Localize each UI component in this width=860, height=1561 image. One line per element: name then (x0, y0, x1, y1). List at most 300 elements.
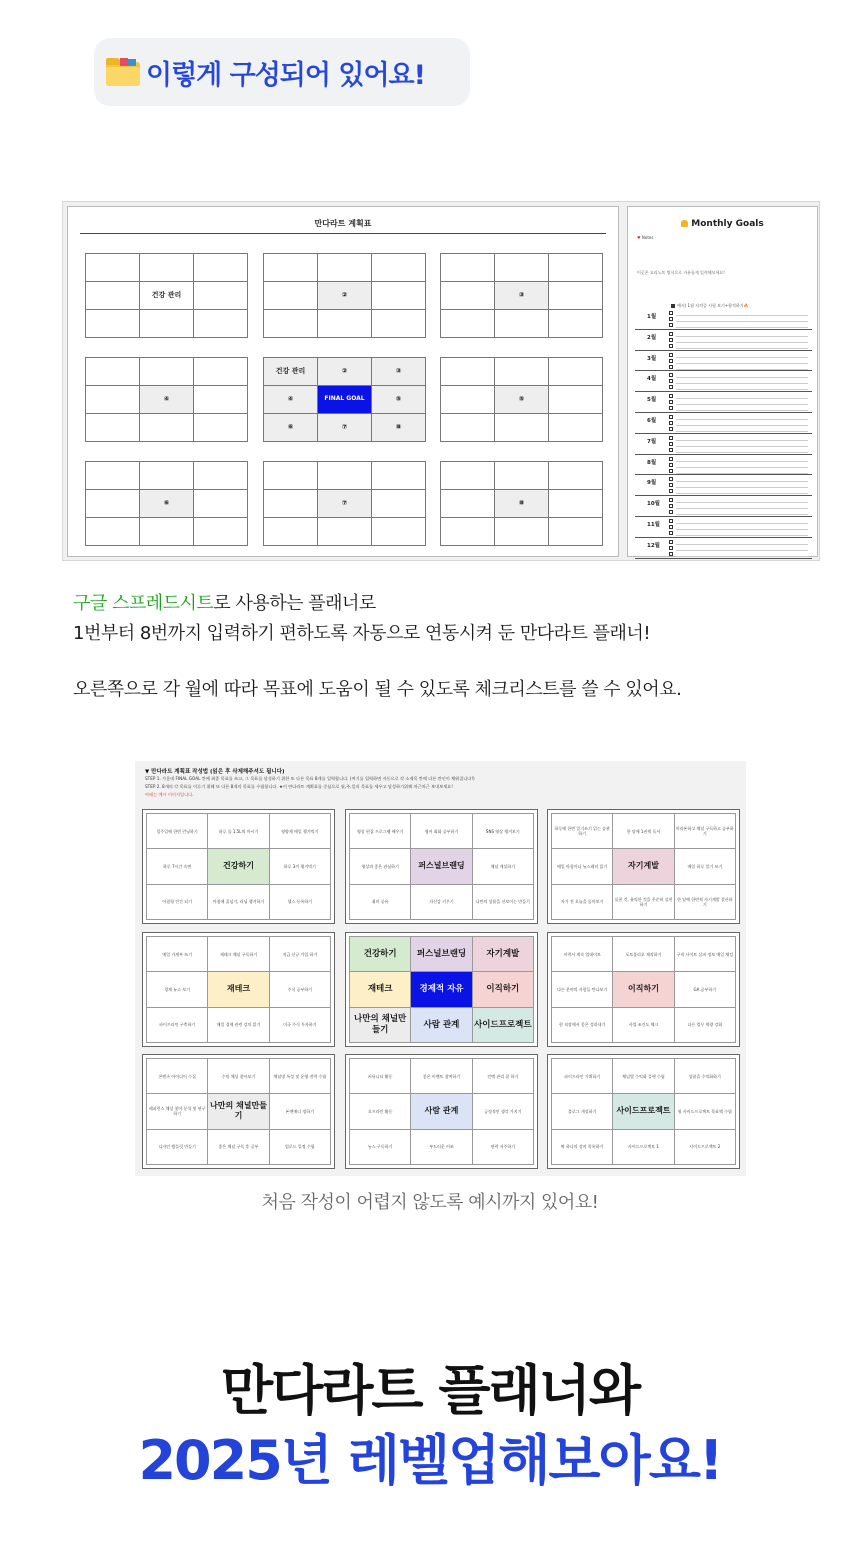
example-cell: 나만의 채널만들기 (208, 1094, 269, 1129)
example-cell: 업로드 일정 수립 (270, 1130, 331, 1165)
example-cell: 톤앤매너 정하기 (270, 1094, 331, 1129)
checkbox[interactable] (669, 323, 673, 327)
mandalart-cell[interactable] (194, 386, 248, 414)
checkbox[interactable] (669, 483, 673, 487)
example-block (547, 809, 740, 924)
checkbox[interactable] (669, 415, 673, 419)
checkbox[interactable] (669, 365, 673, 369)
mandalart-cell[interactable]: ⑤ (372, 386, 426, 414)
checklist-line (676, 357, 808, 358)
description-line-2: 1번부터 8번까지 입력하기 편하도록 자동으로 연동시켜 둔 만다라트 플래너! (73, 623, 651, 644)
example-cell: 채널 개설하기 (473, 849, 534, 884)
example-cell: 매일 아침마다 뉴스레터 읽기 (552, 849, 613, 884)
example-block (345, 1054, 538, 1169)
month-label: 7월 (647, 438, 657, 445)
checklist-line (676, 446, 808, 447)
mandalart-cell[interactable] (194, 282, 248, 310)
month-label: 8월 (647, 459, 657, 466)
example-cell: 블로그 개설하기 (552, 1094, 613, 1129)
mandalart-block (263, 461, 426, 546)
checklist-line (676, 369, 808, 370)
example-cell: 오프라인 활동 (350, 1094, 411, 1129)
example-cell: 경제적 자유 (411, 972, 472, 1007)
mandalart-cell[interactable] (549, 282, 603, 310)
month-row (635, 475, 812, 496)
mandalart-block (440, 357, 603, 442)
example-block (142, 932, 335, 1047)
divider (80, 233, 606, 234)
example-cell: 일주일에 한번 런닝하기 (147, 814, 208, 849)
mandalart-block (85, 253, 248, 338)
checklist-line (676, 363, 808, 364)
checkbox[interactable] (669, 498, 673, 502)
checkbox[interactable] (669, 359, 673, 363)
mandalart-cell[interactable] (372, 462, 426, 490)
example-cell: 채널명 특성 및 운영 전략 수립 (270, 1059, 331, 1094)
example-cell: 건강하기 (350, 937, 411, 972)
checkbox[interactable] (669, 338, 673, 342)
mandalart-cell[interactable]: ⑥ (140, 490, 194, 518)
example-cell: 구직 사이트 살펴 정보 매일 체킹 (675, 937, 736, 972)
mandalart-cell[interactable] (86, 490, 140, 518)
mandalart-cell[interactable]: ③ (495, 282, 549, 310)
mandalart-cell[interactable] (264, 462, 318, 490)
checkbox[interactable] (669, 540, 673, 544)
checkbox[interactable] (669, 531, 673, 535)
example-cell: 퍼스널브랜딩 (411, 937, 472, 972)
final-goal-cell[interactable]: FINAL GOAL (318, 386, 372, 414)
description-line-3: 오른쪽으로 각 월에 따라 목표에 도움이 될 수 있도록 체크리스트를 쓸 수 있어요. (73, 679, 682, 700)
checklist-line (676, 410, 808, 411)
checkbox[interactable] (669, 477, 673, 481)
mandalart-cell[interactable] (372, 518, 426, 546)
checklist-line (676, 514, 808, 515)
example-cell: 건강하기 (208, 849, 269, 884)
checkbox[interactable] (669, 385, 673, 389)
mandalart-cell[interactable]: ② (318, 282, 372, 310)
mandalart-cell[interactable] (372, 282, 426, 310)
checkbox[interactable] (669, 317, 673, 321)
mandalart-cell[interactable]: ⑥ (264, 414, 318, 442)
checklist-line (676, 452, 808, 453)
mandalart-cell[interactable] (194, 462, 248, 490)
checklist-line (676, 556, 808, 557)
mandalart-cell[interactable] (495, 414, 549, 442)
mandalart-cell[interactable] (194, 518, 248, 546)
checklist-line (676, 383, 808, 384)
checkbox[interactable] (669, 353, 673, 357)
mandalart-cell[interactable] (86, 518, 140, 546)
mandalart-cell[interactable] (441, 282, 495, 310)
example-cell: 인맥 관리 잘 하기 (473, 1059, 534, 1094)
checklist-line (676, 425, 808, 426)
example-block (345, 809, 538, 924)
mandalart-block (440, 253, 603, 338)
example-cell: 긍정적인 생각 가지기 (473, 1094, 534, 1129)
mandalart-cell[interactable] (495, 358, 549, 386)
example-sheet-preview (135, 761, 746, 1176)
example-caption: 처음 작성이 어렵지 않도록 예시까지 있어요! (261, 1192, 599, 1213)
checklist-line (676, 535, 808, 536)
mandalart-cell[interactable]: ⑧ (372, 414, 426, 442)
example-cell: 사이드프로젝트 2 (675, 1130, 736, 1165)
example-block (547, 932, 740, 1047)
notes-description: 이곳은 요리노트 방식으로 자유롭게 입력해보세요! (637, 270, 725, 275)
example-cell: 다른 분야의 사람들 만나보기 (552, 972, 613, 1007)
example-cell: GA 공부하기 (675, 972, 736, 1007)
mandalart-block (85, 461, 248, 546)
example-heading: ▼ 만다라트 계획표 작성법 (읽은 후 삭제해주셔도 됩니다) (145, 769, 285, 775)
example-step-2: STEP 2. 8개의 각 목표를 이루기 위해 또 다른 8개의 목표를 수립합니다. ★이 만다라트 계획표를 중심으로 월,주,일의 목표를 세우고 달성하기위해 차근차근 보내보세요! (145, 784, 453, 789)
example-cell: 영어 회화 공부하기 (411, 814, 472, 849)
example-cell: 사이드프로젝트 1 (613, 1130, 674, 1165)
example-cell: 현 직장에서 좋은 성과내기 (552, 1008, 613, 1043)
example-cell: 나만의 상품을 선보이는 만들기 (473, 885, 534, 920)
mandalart-cell[interactable] (86, 358, 140, 386)
checklist-line (676, 481, 808, 482)
example-cell: 좋은 채널 구독 후 공부 (208, 1130, 269, 1165)
mandalart-cell[interactable] (318, 518, 372, 546)
example-cell: 아침에 줄넘기, 러닝 챙겨하기 (208, 885, 269, 920)
header-pill (94, 38, 470, 106)
mandalart-cell[interactable] (140, 358, 194, 386)
month-label: 6월 (647, 417, 657, 424)
mandalart-cell[interactable] (549, 518, 603, 546)
mandalart-cell[interactable] (194, 310, 248, 338)
checkbox[interactable] (669, 427, 673, 431)
checkbox[interactable] (669, 400, 673, 404)
monthly-goals-panel (627, 206, 818, 557)
example-block (547, 1054, 740, 1169)
example-cell: 취미 공유 (350, 885, 411, 920)
checkbox[interactable] (669, 457, 673, 461)
example-cell: 사이드프로젝트 (473, 1008, 534, 1043)
mandalart-cell[interactable] (441, 490, 495, 518)
example-block (142, 809, 335, 924)
example-cell: 포트폴리오 제작하기 (613, 937, 674, 972)
mandalart-cell[interactable]: ⑤ (495, 386, 549, 414)
mandalart-cell[interactable]: ⑧ (495, 490, 549, 518)
checklist-line (676, 467, 808, 468)
month-row (635, 517, 812, 538)
example-cell: 실천 것, 유익한 것을 꾸준히 실천하기 (613, 885, 674, 920)
closing-line-1: 만다라트 플래너와 (220, 1359, 640, 1422)
example-cell: 콘텐츠 아이디어 수집 (147, 1059, 208, 1094)
checklist-line (676, 508, 808, 509)
example-cell: 재테크 채널 구독하기 (208, 937, 269, 972)
month-row (635, 371, 812, 392)
mandalart-cell[interactable] (441, 358, 495, 386)
example-cell: 이직하기 (473, 972, 534, 1007)
checkbox[interactable] (669, 489, 673, 493)
example-cell: 사이드프로젝트 (613, 1094, 674, 1129)
checkbox[interactable] (669, 448, 673, 452)
mandalart-cell[interactable] (441, 518, 495, 546)
example-cell: 좋은 이벤트 참여하기 (411, 1059, 472, 1094)
checklist-line (676, 431, 808, 432)
checklist-line (676, 342, 808, 343)
mandalart-cell[interactable]: ⑦ (318, 414, 372, 442)
header-title: 이렇게 구성되어 있어요! (146, 59, 425, 91)
checklist-line (676, 544, 808, 545)
example-cell: 한 달에 한번씩 자기계발 결산하기 (675, 885, 736, 920)
mandalart-cell[interactable]: ② (318, 358, 372, 386)
mandalart-cell[interactable] (495, 518, 549, 546)
mandalart-cell[interactable] (140, 310, 194, 338)
mandalart-cell[interactable] (318, 462, 372, 490)
mandalart-cell[interactable] (140, 518, 194, 546)
example-cell: 주식 공부하기 (270, 972, 331, 1007)
example-step-1: STEP 1. 가운데 FINAL GOAL 칸에 최종 목표를 쓰고, 그 목표를 달성하기 위한 또 다른 목표 8개를 입력합니다. (여기를 입력하면 자동으로 각 소제목 칸에 다른 칸인이 채워집니다!) (145, 776, 475, 781)
example-cell: 딱 하나의 강의 목록하기 (552, 1130, 613, 1165)
example-cell: 매일 경제 관련 강의 읽기 (208, 1008, 269, 1043)
checkbox[interactable] (669, 510, 673, 514)
mandalart-cell[interactable] (264, 254, 318, 282)
mandalart-cell[interactable] (549, 490, 603, 518)
example-cell: 매일 가계부 쓰기 (147, 937, 208, 972)
mandalart-cell[interactable] (441, 414, 495, 442)
mandalart-cell[interactable] (495, 254, 549, 282)
example-cell: 부드러운 어조 (411, 1130, 472, 1165)
mandalart-sheet-preview (62, 201, 820, 561)
month-row (635, 434, 812, 455)
example-cell: 커뮤니티 활동 (350, 1059, 411, 1094)
mandalart-cell[interactable] (264, 490, 318, 518)
month-row (635, 413, 812, 434)
checklist-line (676, 327, 808, 328)
checklist-line (676, 377, 808, 378)
mandalart-block (440, 461, 603, 546)
month-row (635, 392, 812, 413)
mandalart-cell[interactable] (441, 254, 495, 282)
checkbox-icon (671, 304, 675, 308)
monthly-goals-title: Monthly Goals (628, 219, 817, 229)
mandalart-cell[interactable] (194, 254, 248, 282)
example-cell: 자신감 키우기 (411, 885, 472, 920)
checkbox[interactable] (669, 504, 673, 508)
checklist-line (676, 440, 808, 441)
checkbox[interactable] (669, 373, 673, 377)
checkbox[interactable] (669, 311, 673, 315)
example-cell: 영상 편집 프로그램 배우기 (350, 814, 411, 849)
mandalart-cell[interactable] (441, 386, 495, 414)
mandalart-cell[interactable] (318, 310, 372, 338)
example-cell: 매일 하루 일기 쓰기 (675, 849, 736, 884)
mandalart-cell[interactable] (264, 282, 318, 310)
example-cell: 헬스 등록하기 (270, 885, 331, 920)
example-cell: 사업 조건도 체크 (613, 1008, 674, 1043)
example-cell: 월 사이드프로젝트 목표액 수립 (675, 1094, 736, 1129)
mandalart-cell[interactable] (441, 462, 495, 490)
closing-line-2: 2025년 레벨업해보아요! (138, 1429, 722, 1492)
example-cell: 사람 관계 (411, 1008, 472, 1043)
mandalart-cell[interactable] (495, 462, 549, 490)
checkbox[interactable] (669, 469, 673, 473)
checklist-line (676, 389, 808, 390)
mandalart-cell[interactable] (86, 310, 140, 338)
checkbox[interactable] (669, 394, 673, 398)
example-block (345, 932, 538, 1047)
month-row (635, 496, 812, 517)
checklist-line (676, 523, 808, 524)
mandalart-cell[interactable] (264, 310, 318, 338)
mandalart-cell[interactable] (140, 414, 194, 442)
example-cell: 하루 7시간 숙면 (147, 849, 208, 884)
checkbox[interactable] (669, 406, 673, 410)
checklist-line (676, 473, 808, 474)
mandalart-cell[interactable] (194, 490, 248, 518)
mandalart-cell[interactable]: ④ (140, 386, 194, 414)
mandalart-cell[interactable]: ③ (372, 358, 426, 386)
checkbox[interactable] (669, 344, 673, 348)
example-cell: 하루 물 1.5L씩 마시기 (208, 814, 269, 849)
example-cell: 미국 주식 투자하기 (270, 1008, 331, 1043)
example-cell: 디자인 템플릿 만들기 (147, 1130, 208, 1165)
month-label: 1월 (647, 314, 657, 320)
checklist-line (676, 502, 808, 503)
mandalart-cell[interactable] (86, 386, 140, 414)
checklist-line (676, 321, 808, 322)
example-block (142, 1054, 335, 1169)
checklist-line (676, 529, 808, 530)
mandalart-cell[interactable]: ⑦ (318, 490, 372, 518)
mandalart-title: 만다라트 계획표 (314, 219, 372, 228)
month-row (635, 455, 812, 476)
bell-icon (681, 220, 688, 227)
mandalart-cell[interactable] (549, 358, 603, 386)
checkbox[interactable] (669, 525, 673, 529)
checklist-line (676, 493, 808, 494)
example-cell: 아침형 인간 되기 (147, 885, 208, 920)
example-cell: 수익 채널 찾아보기 (208, 1059, 269, 1094)
checklist-line (676, 487, 808, 488)
example-cell: 자기계발 (613, 849, 674, 884)
month-label: 11월 (647, 521, 660, 528)
example-cell: 상품을 수익화하기 (675, 1059, 736, 1094)
mandalart-block (263, 357, 426, 442)
checkbox[interactable] (669, 421, 673, 425)
example-cell: 채널별 수익화 플랜 수립 (613, 1059, 674, 1094)
example-cell: 연락 자주하기 (473, 1130, 534, 1165)
checklist-line (676, 398, 808, 399)
example-cell: 이력서 계속 업데이트 (552, 937, 613, 972)
mandalart-cell[interactable]: 건강 관리 (264, 358, 318, 386)
example-cell: 하루에 한번 일기쓰기 읽는 습관하기 (552, 814, 613, 849)
month-list (635, 309, 812, 559)
example-cell: 재테크 (208, 972, 269, 1007)
checkbox[interactable] (669, 546, 673, 550)
example-cell: 다른 업무 역량 강화 (675, 1008, 736, 1043)
example-cell: 자기계발 (473, 937, 534, 972)
month-label: 9월 (647, 480, 657, 487)
example-cell: 뉴스 구독하기 (350, 1130, 411, 1165)
mandalart-cell[interactable] (372, 310, 426, 338)
example-cell: 영상과 좋은 관심하기 (350, 849, 411, 884)
checklist-line (676, 315, 808, 316)
example-note: 아래는 예시 이미지입니다. (145, 792, 194, 797)
checklist-line (676, 348, 808, 349)
example-cell: 파이프라인 기획하기 (552, 1059, 613, 1094)
mandalart-cell[interactable] (549, 414, 603, 442)
mandalart-cell[interactable] (194, 414, 248, 442)
mandalart-cell[interactable] (318, 254, 372, 282)
month-label: 4월 (647, 376, 657, 383)
mandalart-cell[interactable] (549, 254, 603, 282)
example-cell: 재테크 (350, 972, 411, 1007)
month-label: 5월 (647, 397, 657, 404)
mandalart-cell[interactable] (441, 310, 495, 338)
checklist-line (676, 461, 808, 462)
mandalart-cell[interactable]: ④ (264, 386, 318, 414)
mandalart-cell[interactable] (549, 462, 603, 490)
example-cell: 영양제 매일 챙겨먹기 (270, 814, 331, 849)
checkbox[interactable] (669, 332, 673, 336)
description-line-1: 구글 스프레드시트로 사용하는 플래너로 (73, 593, 376, 614)
checkbox[interactable] (669, 379, 673, 383)
mandalart-cell[interactable]: 건강 관리 (140, 282, 194, 310)
month-row (635, 309, 812, 330)
example-cell: 적금 신규 가입 하기 (270, 937, 331, 972)
mandalart-cell[interactable] (86, 462, 140, 490)
mandalart-chart (67, 206, 619, 557)
example-cell: 파이프라인 구축하기 (147, 1008, 208, 1043)
mandalart-cell[interactable] (86, 282, 140, 310)
example-cell: 레퍼런스 채널 찾아 분석 및 연구하기 (147, 1094, 208, 1129)
mandalart-cell[interactable] (549, 310, 603, 338)
example-goal: 예시) 1월 자격증 시험 보기+합격하기🔥 (671, 303, 749, 309)
month-row (635, 330, 812, 351)
heart-icon: ♥ (637, 235, 641, 240)
mandalart-cell[interactable] (140, 462, 194, 490)
checkbox[interactable] (669, 519, 673, 523)
example-cell: 나만의 채널만들기 (350, 1008, 411, 1043)
month-label: 10월 (647, 501, 660, 508)
checkbox[interactable] (669, 552, 673, 556)
example-cell: 자기 전 오늘을 돌아보기 (552, 885, 613, 920)
checkbox[interactable] (669, 436, 673, 440)
example-cell: 경제 뉴스 보기 (147, 972, 208, 1007)
example-cell: 사람 관계 (411, 1094, 472, 1129)
example-cell: 마라톤하고 채널 구독하고 공부하기 (675, 814, 736, 849)
example-cell: 퍼스널브랜딩 (411, 849, 472, 884)
mandalart-cell[interactable] (264, 518, 318, 546)
example-cell: SNS 영상 챙겨보기 (473, 814, 534, 849)
mandalart-cell[interactable] (140, 254, 194, 282)
checkbox[interactable] (669, 442, 673, 446)
mandalart-cell[interactable] (372, 490, 426, 518)
mandalart-cell[interactable] (86, 414, 140, 442)
mandalart-cell[interactable] (86, 254, 140, 282)
mandalart-block (263, 253, 426, 338)
example-cell: 하루 3끼 챙겨먹기 (270, 849, 331, 884)
checklist-line (676, 336, 808, 337)
checklist-line (676, 419, 808, 420)
checkbox[interactable] (669, 463, 673, 467)
month-row (635, 351, 812, 372)
month-label: 3월 (647, 355, 657, 362)
notes-label: ♥ Notes (637, 235, 654, 240)
mandalart-cell[interactable] (194, 358, 248, 386)
checklist-line (676, 404, 808, 405)
example-cell: 한 달에 1권씩 독서 (613, 814, 674, 849)
month-label: 12월 (647, 542, 660, 549)
checklist-line (676, 550, 808, 551)
month-row (635, 538, 812, 559)
mandalart-cell[interactable] (549, 386, 603, 414)
mandalart-cell[interactable] (372, 254, 426, 282)
mandalart-cell[interactable] (495, 310, 549, 338)
example-cell: 이직하기 (613, 972, 674, 1007)
